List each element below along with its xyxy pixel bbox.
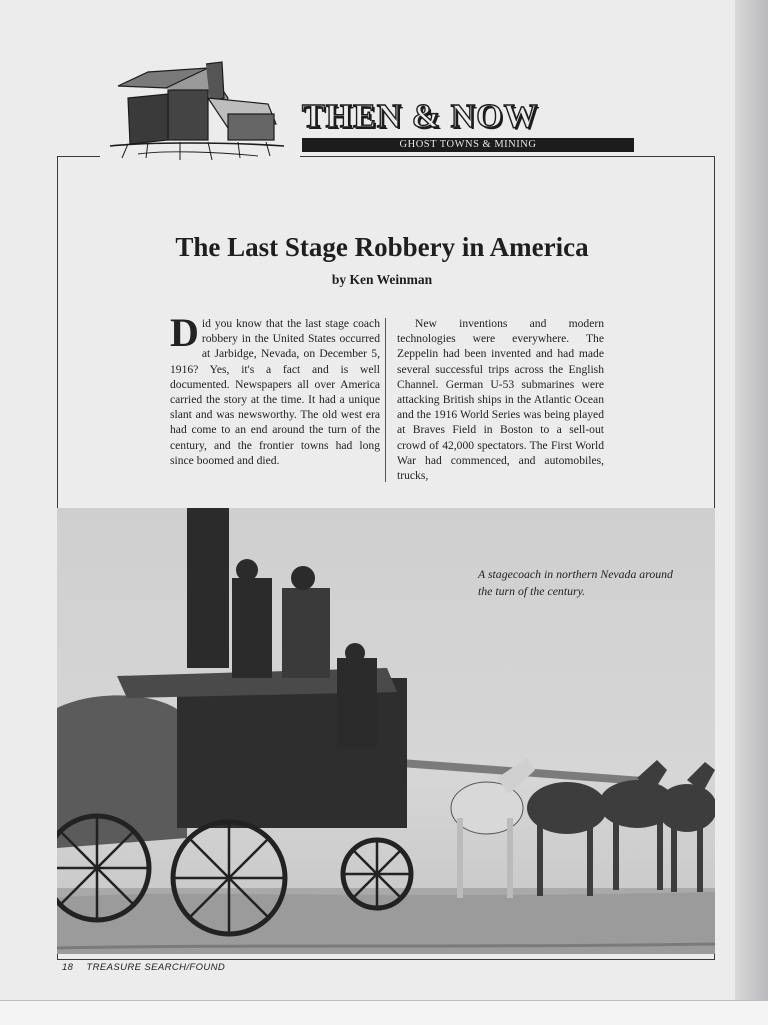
column-2-text: New inventions and modern technologies were everywhere. The Zeppelin had been invented and had made several successful trips across the English Channel. German U-53 submarines were attacking British ships in the Atlantic Ocean and the 1916 World Series was being played at Braves Field in Boston to a sell-out crowd of 42,000 spectators. The First World War had commenced, and automobiles, trucks, (397, 317, 604, 483)
page-edge-shadow (735, 0, 768, 1024)
section-banner: GHOST TOWNS & MINING (302, 138, 634, 152)
publication-name: TREASURE SEARCH/FOUND (86, 962, 226, 973)
page-footer (62, 962, 225, 973)
drop-cap: D (170, 310, 199, 355)
column-1-text: id you know that the last stage coach robbery in the United States occurred at Jarbidge, Nevada, on December 5, 1916? Yes, it's a fact and is well documented. Newspapers all over America carried the story at the time. It had a unique slant and was newsworthy. The old west era had come to an end around the turn of the century, and the frontier towns had long since boomed and died. (170, 317, 380, 467)
photo-caption: A stagecoach in northern Nevada around the turn of the century. (478, 567, 673, 598)
article-column-2 (397, 316, 604, 483)
article-column-1 (170, 310, 380, 468)
page-number: 18 (62, 962, 74, 973)
masthead-title: THEN & NOW (302, 98, 539, 135)
mining-cabin-sketch-icon (108, 58, 288, 168)
next-page-strip (0, 1000, 768, 1025)
column-divider (385, 318, 386, 482)
article-byline: by Ken Weinman (331, 272, 433, 287)
stagecoach-photo (57, 508, 715, 954)
article-title: The Last Stage Robbery in America (175, 232, 589, 262)
